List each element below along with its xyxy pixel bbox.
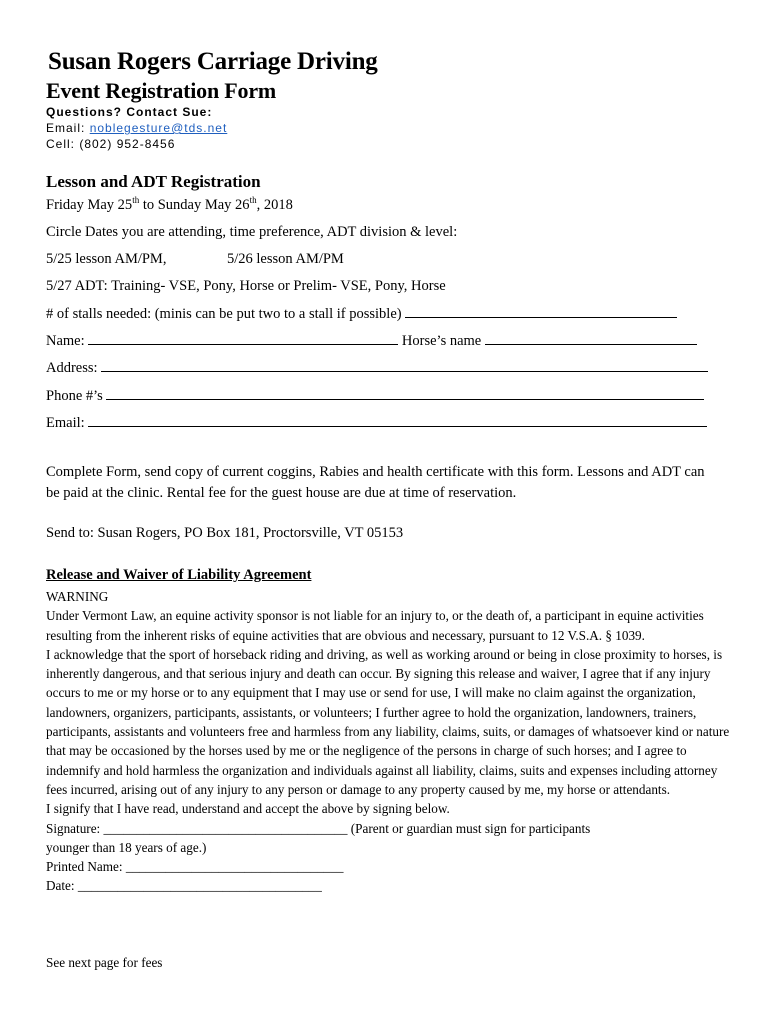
printed-name-line: Printed Name: _________________________________ xyxy=(46,859,344,875)
submission-instructions: Complete Form, send copy of current coggins, Rabies and health certificate with this form. Lessons and ADT can be paid at the clinic. Rental fee for the guest house are due at time of reservation. xyxy=(46,464,705,501)
signature-line: Signature: _____________________________________ (Parent or guardian must sign for participants xyxy=(46,820,591,836)
stalls-field xyxy=(46,305,677,323)
printed-name-input-line[interactable]: _________________________________ xyxy=(125,859,344,875)
signature-input-line[interactable]: _____________________________________ xyxy=(103,820,348,836)
phone-field xyxy=(46,387,704,405)
horse-name-input-line[interactable] xyxy=(485,332,697,345)
mailing-address: Send to: Susan Rogers, PO Box 181, Proctorsville, VT 05153 xyxy=(46,525,404,541)
email-field-label: Email: xyxy=(46,415,85,431)
phone-input-line[interactable] xyxy=(106,387,704,400)
adt-options[interactable]: 5/27 ADT: Training- VSE, Pony, Horse or Prelim- VSE, Pony, Horse xyxy=(46,278,446,294)
lesson-option-5-25[interactable]: 5/25 lesson AM/PM, xyxy=(46,251,167,267)
stalls-input-line[interactable] xyxy=(405,305,677,318)
date-input-line[interactable]: _____________________________________ xyxy=(77,878,322,894)
email-label: Email: xyxy=(46,121,90,135)
lesson-option-5-26[interactable]: 5/26 lesson AM/PM xyxy=(227,251,344,267)
name-input-line[interactable] xyxy=(88,332,398,345)
address-label: Address: xyxy=(46,360,98,376)
signature-note: younger than 18 years of age.) xyxy=(46,839,207,855)
acknowledgement-paragraph: I acknowledge that the sport of horseback riding and driving, as well as working around or being in close proximity to horses, is inherently dangerous, and that serious injury and death can occur. By signing this release and waiver, I agree that if any injury occurs to me or my horse or to any equipment that I may use or send for use, I will make no claim against the organization, landowners, organizers, participants, assistants, or volunteers; I further agree to hold the organization, landowners, trainers, participants, assistants and volunteers free and harmless from any liability, claims, suits, or damages of whatsoever kind or nature that may be occasioned by the horses used by me or the negligence of the persons in charge of such horses; and I agree to indemnify and hold harmless the organization and individuals against all liability, claims, suits and expenses including attorney fees incurred, arising out of any injury to any person or damage to any property caused by me, my horse or attendants. xyxy=(46,646,730,797)
signify-statement: I signify that I have read, understand and accept the above by signing below. xyxy=(46,801,450,817)
form-title: Susan Rogers Carriage Driving xyxy=(48,48,378,75)
phone-label: Phone #’s xyxy=(46,388,103,404)
address-input-line[interactable] xyxy=(101,359,708,372)
contact-cell: Cell: (802) 952-8456 xyxy=(46,137,176,151)
vermont-law-paragraph: Under Vermont Law, an equine activity sponsor is not liable for an injury to, or the death of, a participant in equine activities resulting from the inherent risks of equine activities that are obvious and necessary, pursuant to 12 V.S.A. § 1039. xyxy=(46,608,704,643)
name-label: Name: xyxy=(46,333,85,349)
contact-heading: Questions? Contact Sue: xyxy=(46,105,213,119)
email-input-line[interactable] xyxy=(88,414,707,427)
warning-label: WARNING xyxy=(46,589,109,604)
contact-email xyxy=(46,121,227,135)
email-field xyxy=(46,414,707,432)
email-link[interactable]: noblegesture@tds.net xyxy=(89,121,228,135)
next-page-note: See next page for fees xyxy=(46,955,163,970)
waiver-text xyxy=(46,587,731,896)
release-heading: Release and Waiver of Liability Agreement xyxy=(46,567,312,583)
date-line: Date: _____________________________________ xyxy=(46,878,322,894)
horse-name-label: Horse’s name xyxy=(401,333,482,349)
address-field xyxy=(46,359,708,377)
circle-instruction: Circle Dates you are attending, time preference, ADT division & level: xyxy=(46,224,458,240)
event-dates: Friday May 25th to Sunday May 26th, 2018 xyxy=(46,195,293,213)
form-subtitle: Event Registration Form xyxy=(46,78,277,103)
name-field xyxy=(46,332,697,350)
stalls-label: # of stalls needed: (minis can be put two to a stall if possible) xyxy=(46,306,402,322)
lesson-heading: Lesson and ADT Registration xyxy=(46,172,261,191)
